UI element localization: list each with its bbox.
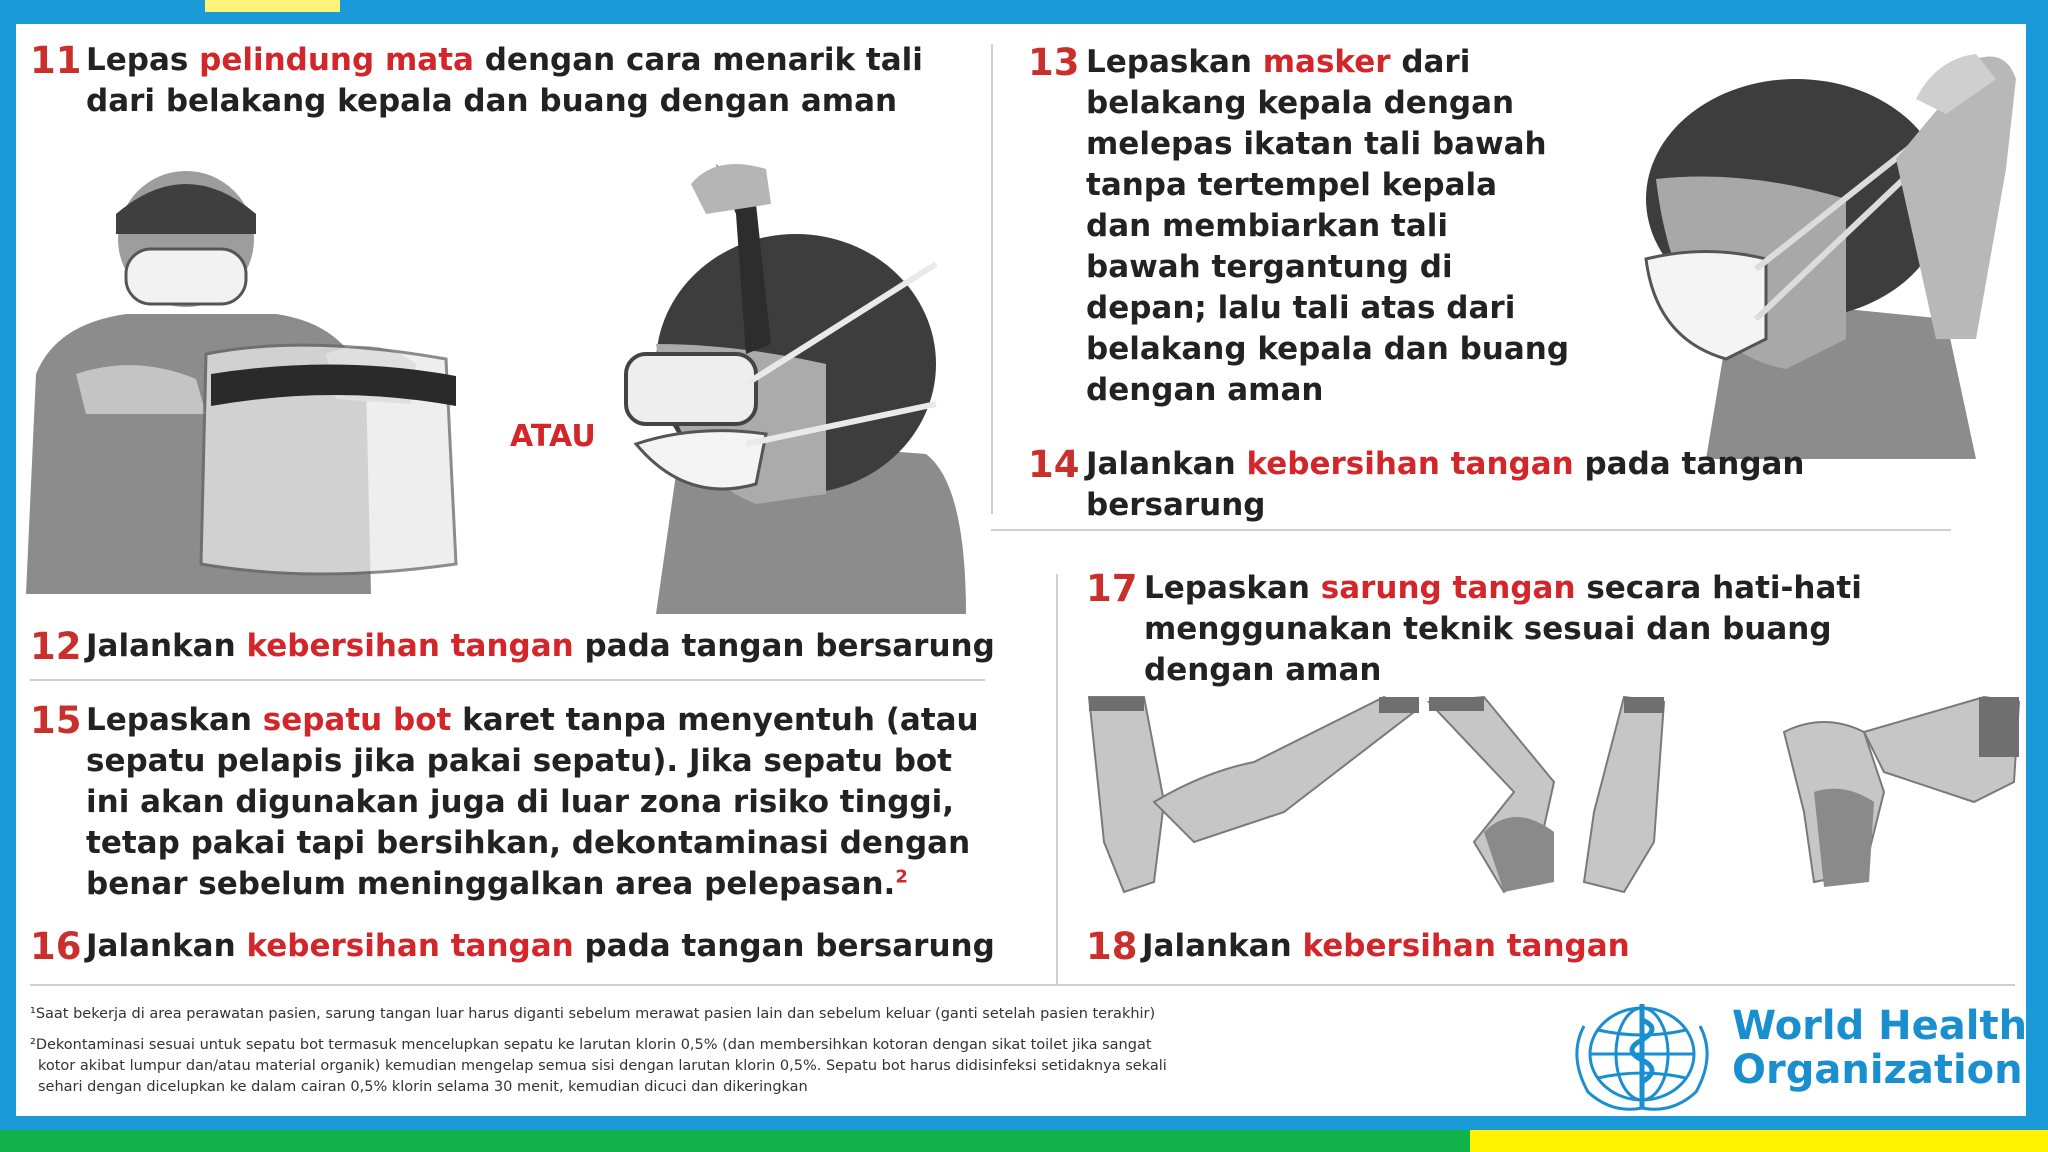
footnote-1: ¹Saat bekerja di area perawatan pasien, sarung tangan luar harus diganti sebelum merawat pasien lain dan sebelum keluar (ganti setelah pasien terakhir): [30, 1006, 1156, 1022]
glove-removal-illustration: [1084, 692, 2024, 922]
infographic-panel: [16, 24, 2026, 1116]
top-yellow-strip: [205, 0, 340, 12]
bottom-green-band: [0, 1130, 1470, 1152]
face-shield-illustration: [16, 144, 536, 624]
who-name-line-1: World Health: [1732, 1003, 2028, 1049]
vertical-divider-bottom: [1056, 574, 1058, 984]
step-number: 11: [30, 39, 82, 82]
vertical-divider-top: [991, 44, 993, 514]
step-16: 16 Jalankan kebersihan tangan pada tangan bersarung: [30, 925, 995, 968]
step-17: 17 Lepaskan sarung tangan secara hati-hati menggunakan teknik sesuai dan buang dengan aman: [1086, 567, 1862, 688]
step-18: 18 Jalankan kebersihan tangan: [1086, 925, 1630, 968]
who-emblem-icon: [1562, 996, 1722, 1116]
footnote-2-line-1: ²Dekontaminasi sesuai untuk sepatu bot termasuk mencelupkan sepatu ke larutan klorin 0,5% (dan membersihkan kotoran dengan sikat toilet jika sangat: [30, 1037, 1152, 1053]
goggles-illustration: [596, 144, 986, 624]
step-12: 12 Jalankan kebersihan tangan pada tangan bersarung: [30, 625, 995, 668]
bottom-yellow-band: [1470, 1130, 2048, 1152]
who-logo: [1562, 992, 2028, 1118]
step-11: 11 Lepas pelindung mata dengan cara menarik tali dari belakang kepala dan buang dengan aman: [30, 39, 923, 119]
footnotes: [30, 1004, 1530, 1098]
footer-divider: [30, 984, 2015, 986]
step-14: 14 Jalankan kebersihan tangan pada tangan bersarung: [1028, 443, 1805, 523]
step-13: 13 Lepaskan masker dari belakang kepala dengan melepas ikatan tali bawah tanpa tertempel kepala dan membiarkan tali bawah tergantung di depan; lalu tali atas dari belakang kepala dan buang dengan aman: [1028, 41, 1570, 408]
who-name-line-2: Organization: [1732, 1047, 2023, 1093]
step-15: 15 Lepaskan sepatu bot karet tanpa menyentuh (atau sepatu pelapis jika pakai sepatu). Jika sepatu bot ini akan digunakan juga di luar zona risiko tinggi, tetap pakai tapi bersihkan, dekontaminasi dengan benar sebelum meninggalkan area pelepasan.$^2$: [30, 699, 979, 902]
mask-removal-illustration: [1616, 39, 2026, 469]
atau-label: ATAU: [510, 419, 596, 454]
footnote-2-line-3: sehari dengan dicelupkan ke dalam cairan 0,5% klorin selama 30 menit, kemudian dicuci dan dikeringkan: [38, 1079, 808, 1095]
horizontal-divider-right: [991, 529, 1951, 531]
footnote-2-line-2: kotor akibat lumpur dan/atau material organik) kemudian mengelap semua sisi dengan larutan klorin 0,5%. Sepatu bot harus didisinfeksi setidaknya sekali: [38, 1058, 1167, 1074]
horizontal-divider-left: [30, 679, 985, 681]
